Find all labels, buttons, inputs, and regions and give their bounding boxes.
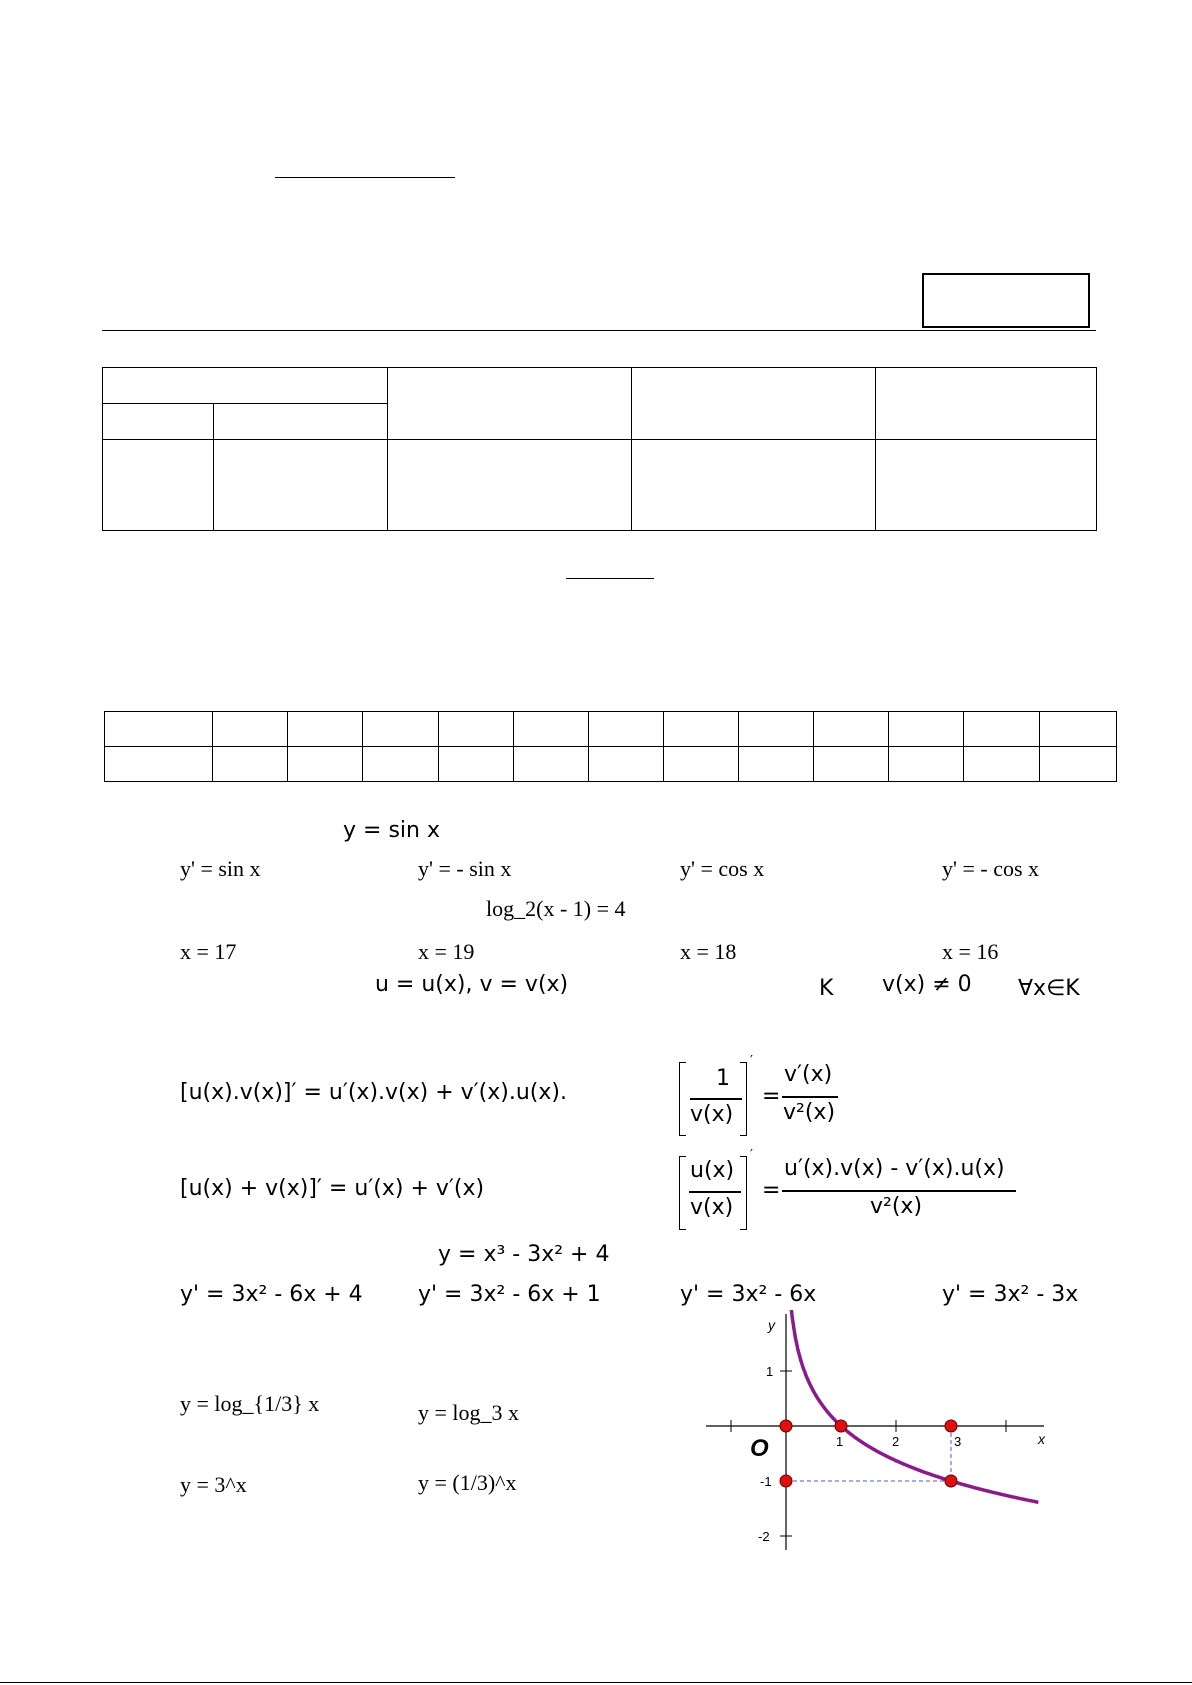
q3-option-b-eq: = <box>762 1084 781 1109</box>
grading-table <box>102 367 1097 531</box>
grading-cell <box>388 368 632 440</box>
answer-cell[interactable] <box>288 747 363 782</box>
answer-cell[interactable] <box>589 712 664 747</box>
q5-option-a[interactable]: y = log_{1/3} x <box>180 1391 320 1416</box>
q3-option-d-lhs-den: v(x) <box>690 1195 734 1220</box>
answer-cell[interactable] <box>739 747 814 782</box>
x-tick-label-1: 1 <box>836 1434 844 1449</box>
q3-option-b-rhs-num[interactable]: v′(x) <box>784 1062 833 1087</box>
answer-cell[interactable] <box>213 747 288 782</box>
origin-label: O <box>750 1435 769 1462</box>
answer-cell[interactable] <box>964 712 1040 747</box>
answer-cell[interactable] <box>664 712 739 747</box>
answer-cell[interactable] <box>889 747 964 782</box>
q3-stem-forall: ∀x∈K <box>1018 976 1080 1001</box>
q2-option-c[interactable]: x = 18 <box>680 939 737 964</box>
grading-cell <box>214 404 388 440</box>
section-underline <box>566 578 654 579</box>
answer-grid <box>104 711 1117 782</box>
answer-cell[interactable] <box>363 747 439 782</box>
y-tick-label-1: 1 <box>766 1364 774 1379</box>
header-separator <box>102 330 1096 331</box>
answer-cell[interactable] <box>664 747 739 782</box>
q4-stem: y = x³ - 3x² + 4 <box>438 1242 610 1267</box>
q4-option-c[interactable]: y' = 3x² - 6x <box>680 1282 817 1307</box>
q3-option-a[interactable]: [u(x).v(x)]′ = u′(x).v(x) + v′(x).u(x). <box>180 1080 567 1105</box>
log-curve <box>791 1310 1038 1502</box>
q3-option-b-bracket-left <box>679 1062 686 1136</box>
answer-cell[interactable] <box>514 712 589 747</box>
x-tick-label-3: 3 <box>954 1434 962 1449</box>
q4-option-d[interactable]: y' = 3x² - 3x <box>942 1282 1079 1307</box>
grading-cell <box>103 440 214 531</box>
q2-option-b[interactable]: x = 19 <box>418 939 475 964</box>
q3-option-d-lhs-fracbar <box>689 1191 741 1193</box>
answer-cell[interactable] <box>964 747 1040 782</box>
q3-stem-uv: u = u(x), v = v(x) <box>375 972 569 997</box>
graph-point-0 <box>780 1420 792 1432</box>
q3-option-b-lhs-fracbar <box>690 1098 742 1100</box>
y-tick-label-m1: -1 <box>760 1474 772 1489</box>
q3-option-d-eq: = <box>762 1178 781 1203</box>
answer-cell[interactable] <box>589 747 664 782</box>
graph-point-3 <box>780 1475 792 1487</box>
grading-cell <box>632 440 876 531</box>
q3-option-d-rhs-fracbar <box>782 1190 1016 1192</box>
grading-cell <box>103 368 388 404</box>
grading-cell <box>876 440 1097 531</box>
q1-stem: y = sin x <box>343 818 440 843</box>
graph-points <box>780 1420 957 1487</box>
answer-cell[interactable] <box>105 712 213 747</box>
header-underline-short <box>275 177 455 178</box>
q2-stem: log_2(x - 1) = 4 <box>486 896 626 921</box>
q3-option-b-rhs-den[interactable]: v²(x) <box>783 1100 836 1125</box>
answer-cell[interactable] <box>814 712 889 747</box>
q3-option-c[interactable]: [u(x) + v(x)]′ = u′(x) + v′(x) <box>180 1176 485 1201</box>
answer-cell[interactable] <box>363 712 439 747</box>
code-box <box>922 273 1090 328</box>
q5-option-c[interactable]: y = 3^x <box>180 1472 247 1497</box>
grading-cell <box>876 368 1097 440</box>
answer-cell[interactable] <box>439 712 514 747</box>
grading-cell <box>214 440 388 531</box>
q2-option-d[interactable]: x = 16 <box>942 939 999 964</box>
function-graph <box>700 1310 1060 1550</box>
graph-point-1 <box>835 1420 847 1432</box>
y-tick-label-m2: -2 <box>758 1529 770 1544</box>
q3-option-d-rhs-den[interactable]: v²(x) <box>870 1194 923 1219</box>
q3-option-b-bracket-right <box>740 1062 747 1136</box>
answer-cell[interactable] <box>1040 712 1117 747</box>
q1-option-c[interactable]: y' = cos x <box>680 856 765 881</box>
grading-cell <box>103 404 214 440</box>
q3-option-b-rhs-fracbar <box>782 1096 838 1098</box>
q3-option-d-rhs-num[interactable]: u′(x).v(x) - v′(x).u(x) <box>784 1156 1005 1181</box>
answer-cell[interactable] <box>739 712 814 747</box>
q3-option-b-lhs-den: v(x) <box>690 1102 734 1127</box>
axis-label-y: y <box>768 1317 775 1333</box>
answer-cell[interactable] <box>439 747 514 782</box>
answer-cell[interactable] <box>1040 747 1117 782</box>
answer-cell[interactable] <box>288 712 363 747</box>
q3-option-b-lhs-num: 1 <box>716 1066 730 1091</box>
q3-option-d-bracket-right <box>740 1156 747 1230</box>
x-tick-label-2: 2 <box>892 1434 900 1449</box>
q1-option-d[interactable]: y' = - cos x <box>942 856 1040 881</box>
q2-option-a[interactable]: x = 17 <box>180 939 237 964</box>
graph-point-2 <box>945 1420 957 1432</box>
answer-cell[interactable] <box>514 747 589 782</box>
q5-option-b[interactable]: y = log_3 x <box>418 1400 520 1425</box>
q5-option-d[interactable]: y = (1/3)^x <box>418 1470 517 1495</box>
grading-cell <box>632 368 876 440</box>
q4-option-a[interactable]: y' = 3x² - 6x + 4 <box>180 1282 363 1307</box>
answer-cell[interactable] <box>213 712 288 747</box>
graph-point-4 <box>945 1475 957 1487</box>
axis-label-x: x <box>1038 1431 1045 1447</box>
q3-option-b-prime: ′ <box>750 1054 753 1069</box>
q3-stem-k: K <box>819 976 834 1001</box>
grading-cell <box>388 440 632 531</box>
q3-option-d-bracket-left <box>679 1156 686 1230</box>
answer-cell[interactable] <box>105 747 213 782</box>
q4-option-b[interactable]: y' = 3x² - 6x + 1 <box>418 1282 601 1307</box>
answer-cell[interactable] <box>889 712 964 747</box>
q3-option-d-prime: ′ <box>750 1148 753 1163</box>
footer-line <box>0 1682 1192 1683</box>
q1-option-b[interactable]: y' = - sin x <box>418 856 512 881</box>
q3-stem-vne: v(x) ≠ 0 <box>882 972 972 997</box>
answer-cell[interactable] <box>814 747 889 782</box>
q1-option-a[interactable]: y' = sin x <box>180 856 261 881</box>
q3-option-d-lhs-num: u(x) <box>690 1158 735 1183</box>
